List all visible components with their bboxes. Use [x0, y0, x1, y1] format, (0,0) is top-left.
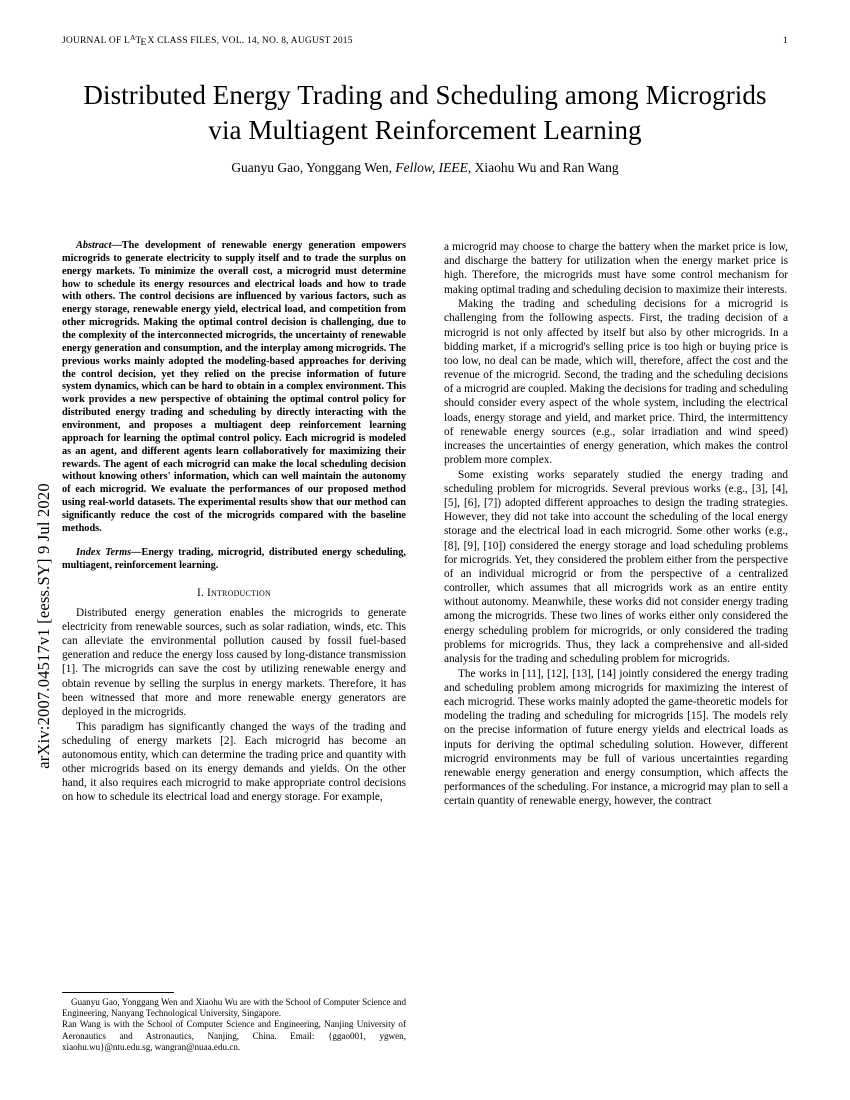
abstract-text: The development of renewable energy generation empowers microgrids to generate electricity to supply itself and to trade the surplus on energy markets. To minimize the overall cost, a microgrid must determine how to schedule its energy resources and electrical loads and how to trade with others. The control decisions are influenced by various factors, such as energy storage, renewable energy yield, electrical load, and competition from other microgrids. Making the optimal control decision is challenging, due to the complexity of the interconnected microgrids, the uncertainty of renewable energy generation and consumption, and the interplay among microgrids. The previous works mainly adopted the modeling-based approaches for deriving the control decision, yet they relied on the precise information of future system dynamics, which can be hard to obtain in a complex environment. This work provides a new perspective of obtaining the optimal control policy for distributed energy trading and scheduling by directly interacting with the environment, and proposes a multiagent deep reinforcement learning approach for learning the optimal control policy. Each microgrid is modeled as an agent, and different agents learn collaboratively for maximizing their rewards. The agent of each microgrid can make the local scheduling decision without knowing others' information, which can well maintain the autonomy of each microgrid. We evaluate the performances of our proposed method using real-world datasets. The experimental results show that our method can significantly reduce the cost of the microgrids compared with the baseline methods. — [62, 240, 406, 534]
author-list — [72, 160, 778, 176]
index-terms — [62, 547, 406, 573]
right-column — [444, 240, 788, 809]
running-head — [62, 33, 788, 48]
index-terms-text: Energy trading, microgrid, distributed energy scheduling, multiagent, reinforcement learning. — [62, 546, 406, 571]
paragraph: This paradigm has significantly changed the ways of the trading and scheduling of energy markets [2]. Each microgrid has become an autonomous entity, which can determine the trading price and quantity with other microgrids based on its energy demands and yields. On the other hand, it also requires each microgrid to make appropriate control decisions on how to schedule its electrical load and energy storage. For example, — [62, 720, 406, 804]
section-heading-introduction: I. Introduction — [197, 587, 271, 600]
running-head-journal: JOURNAL OF $L^ATEX$ CLASS FILES, VOL. 14, NO. 8, AUGUST 2015 — [62, 33, 353, 48]
index-terms-lead: Index Terms — [76, 546, 132, 558]
page-number: 1 — [783, 36, 788, 46]
abstract — [62, 240, 406, 536]
footnote-line: Ran Wang is with the School of Computer Science and Engineering, Nanjing University of Aeronautics and Astronautics, Nanjing, China. Email: {ggao001, ygwen, xiaohu.wu}@ntu.edu.sg, wangran@nuaa.edu.cn. — [62, 1019, 406, 1052]
paragraph: Making the trading and scheduling decisions for a microgrid is challenging from the following aspects. First, the trading decision of a microgrid is not only affected by itself but also by other microgrids. In a bidding market, if a microgrid's selling price is too high or buying price is too low, no deal can be made, which will, therefore, affect the cost and the revenue of the microgrid. Second, the trading and the scheduling decisions of a microgrid are coupled. Making the decisions for trading and scheduling should consider every aspect of the whole system, including the electrical loads, energy storage and yield, and market price. Third, the intermittency of renewable energy sources (e.g., solar irradiation and wind speed) increases the uncertainties of energy generation, which makes the control problem more complex. — [444, 298, 788, 467]
left-column — [62, 240, 406, 805]
abstract-dash: — — [111, 240, 122, 251]
paragraph: The works in [11], [12], [13], [14] jointly considered the energy trading and scheduling problem among microgrids for maximizing the interest of each microgrid. These works mainly adopted the game-theoretic models for modeling the trading and scheduling for microgrids [15]. The models rely on the precise information of future energy yields and electrical loads as inputs for deriving the optimal scheduling solution. However, different microgrid environments may be full of various uncertainties regarding renewable energy generation and energy consumption, which affects the performances of the scheduling. For instance, a microgrid may plan to sell a certain quantity of renewable energy, however, the contract — [444, 667, 788, 808]
page-title: Distributed Energy Trading and Scheduling among Microgrids via Multiagent Reinforcement Learning — [83, 80, 767, 145]
paragraph: Distributed energy generation enables the microgrids to generate electricity from renewable sources, such as solar radiation, winds, etc. This can alleviate the environmental pollution caused by fossil fuel-based generation and reduce the energy loss caused by long-distance transmission [1]. The microgrids can save the cost by utilizing renewable energy and obtain revenue by selling the surplus in energy markets. Therefore, it has been witnessed that more and more renewable energy generators are deployed in the microgrids. — [62, 606, 406, 718]
authors-post: , Xiaohu Wu and Ran Wang — [467, 160, 619, 175]
footnote-rule — [62, 992, 174, 993]
authors-pre: Guanyu Gao, Yonggang Wen, — [231, 160, 396, 175]
authors-fellow: Fellow, IEEE — [395, 160, 468, 175]
paragraph: a microgrid may choose to charge the battery when the market price is low, and discharge the battery for utilization when the energy market price is high. Therefore, the microgrids must have some control mechanism for making optimal trading and scheduling decision to maximize their interests. — [444, 241, 788, 296]
arxiv-stamp: arXiv:2007.04517v1 [eess.SY] 9 Jul 2020 — [34, 483, 53, 769]
author-affiliation-footnote — [62, 992, 406, 1053]
latex-logo: $L^ATEX$ — [124, 33, 158, 48]
abstract-lead: Abstract — [76, 240, 112, 251]
paragraph: Some existing works separately studied the energy trading and scheduling problem for microgrids. Several previous works (e.g., [3], [4], [5], [6], [7]) adopted different approaches to design the trading strategies. However, they did not take into account the scheduling of the local energy storage and the electrical load in each microgrid. Some other works (e.g., [8], [9], [10]) considered the energy storage and load scheduling problems for microgrids. Yet, they considered the problem either from the perspective of an individual microgrid or from the perspective of a centralized controller, which assumes that all microgrids work as an entire entity without autonomy. Meanwhile, these works did not consider energy trading among the microgrids. These two lines of works either only considered the energy scheduling problem for microgrids, or only considered the trading problems for microgrids. Thus, they lack a comprehensive and all-sided analysis for the trading and scheduling problem for microgrids. — [444, 468, 788, 665]
index-terms-dash: — — [131, 546, 142, 558]
footnote-line: Guanyu Gao, Yonggang Wen and Xiaohu Wu are with the School of Computer Science and Engineering, Nanyang Technological University, Singapore. — [62, 997, 406, 1019]
